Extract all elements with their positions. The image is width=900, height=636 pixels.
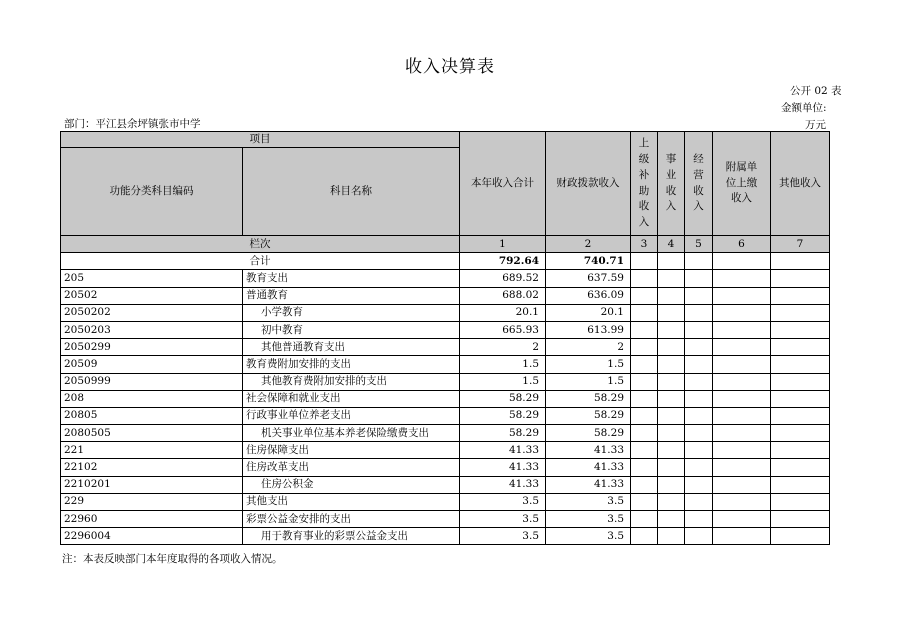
table-row: [61, 425, 830, 442]
empty-cell: [631, 270, 658, 287]
row-subject-name: 行政事业单位养老支出: [243, 407, 460, 424]
empty-cell: [771, 321, 830, 338]
row-code: 20502: [61, 287, 243, 304]
empty-cell: [631, 407, 658, 424]
header-column-no: 栏次: [61, 236, 460, 253]
empty-cell: [631, 528, 658, 545]
empty-cell: [658, 528, 685, 545]
header-operating: 经 营 收 入: [685, 132, 713, 236]
row-total: 3.5: [460, 493, 546, 510]
row-total: 41.33: [460, 476, 546, 493]
col-number: 4: [658, 236, 685, 253]
table-row: [61, 339, 830, 356]
row-total: 689.52: [460, 270, 546, 287]
empty-cell: [713, 425, 771, 442]
empty-cell: [771, 528, 830, 545]
empty-cell: [713, 253, 771, 270]
row-fiscal: 3.5: [546, 493, 631, 510]
empty-cell: [685, 253, 713, 270]
table-row: [61, 270, 830, 287]
row-total: 665.93: [460, 321, 546, 338]
empty-cell: [685, 442, 713, 459]
row-subject-name: 住房公积金: [243, 476, 460, 493]
total-fiscal: 740.71: [546, 253, 631, 270]
empty-cell: [658, 511, 685, 528]
row-total: 20.1: [460, 304, 546, 321]
empty-cell: [658, 459, 685, 476]
empty-cell: [631, 476, 658, 493]
unit-value: 万元: [805, 119, 826, 131]
header-code: 功能分类科目编码: [61, 148, 243, 236]
empty-cell: [713, 373, 771, 390]
empty-cell: [713, 356, 771, 373]
total-label: 合计: [61, 253, 460, 270]
table-row: [61, 356, 830, 373]
empty-cell: [685, 493, 713, 510]
unit-label: 金额单位:: [781, 102, 827, 114]
table-row: [61, 528, 830, 545]
form-number: 公开 02 表: [790, 85, 842, 97]
empty-cell: [685, 356, 713, 373]
header-other: 其他收入: [771, 132, 830, 236]
empty-cell: [771, 339, 830, 356]
row-total: 58.29: [460, 407, 546, 424]
empty-cell: [713, 493, 771, 510]
row-fiscal: 613.99: [546, 321, 631, 338]
row-code: 2210201: [61, 476, 243, 493]
row-fiscal: 41.33: [546, 459, 631, 476]
row-total: 41.33: [460, 459, 546, 476]
row-code: 20509: [61, 356, 243, 373]
department-label: 部门：平江县余坪镇张市中学: [64, 118, 201, 130]
header-affiliated: 附属单 位上缴 收入: [713, 132, 771, 236]
row-total: 58.29: [460, 425, 546, 442]
page-title: 收入决算表: [405, 57, 495, 77]
table-row: [61, 390, 830, 407]
empty-cell: [631, 253, 658, 270]
empty-cell: [658, 287, 685, 304]
empty-cell: [771, 253, 830, 270]
empty-cell: [658, 476, 685, 493]
row-fiscal: 41.33: [546, 442, 631, 459]
total-amount: 792.64: [460, 253, 546, 270]
row-total: 41.33: [460, 442, 546, 459]
table-row: [61, 476, 830, 493]
row-code: 20805: [61, 407, 243, 424]
empty-cell: [771, 304, 830, 321]
row-fiscal: 3.5: [546, 511, 631, 528]
empty-cell: [685, 373, 713, 390]
empty-cell: [685, 407, 713, 424]
row-subject-name: 彩票公益金安排的支出: [243, 511, 460, 528]
row-code: 229: [61, 493, 243, 510]
table-row: [61, 493, 830, 510]
empty-cell: [771, 459, 830, 476]
total-row: [61, 253, 830, 270]
empty-cell: [631, 459, 658, 476]
row-fiscal: 20.1: [546, 304, 631, 321]
row-total: 3.5: [460, 511, 546, 528]
empty-cell: [685, 270, 713, 287]
empty-cell: [713, 321, 771, 338]
empty-cell: [658, 304, 685, 321]
col-number: 1: [460, 236, 546, 253]
empty-cell: [658, 407, 685, 424]
table-row: [61, 442, 830, 459]
empty-cell: [658, 425, 685, 442]
row-total: 58.29: [460, 390, 546, 407]
table-row: [61, 407, 830, 424]
empty-cell: [685, 425, 713, 442]
empty-cell: [685, 339, 713, 356]
table-row: [61, 511, 830, 528]
empty-cell: [771, 373, 830, 390]
row-subject-name: 社会保障和就业支出: [243, 390, 460, 407]
empty-cell: [631, 321, 658, 338]
header-superior: 上 级 补 助 收 入: [631, 132, 658, 236]
row-code: 208: [61, 390, 243, 407]
row-fiscal: 58.29: [546, 407, 631, 424]
row-code: 2296004: [61, 528, 243, 545]
row-subject-name: 小学教育: [243, 304, 460, 321]
empty-cell: [631, 373, 658, 390]
row-fiscal: 637.59: [546, 270, 631, 287]
empty-cell: [685, 390, 713, 407]
header-total: 本年收入合计: [460, 132, 546, 236]
column-number-row: [61, 236, 830, 253]
col-number: 6: [713, 236, 771, 253]
row-subject-name: 机关事业单位基本养老保险缴费支出: [243, 425, 460, 442]
header-row-top: [61, 132, 830, 148]
empty-cell: [685, 321, 713, 338]
row-code: 2050299: [61, 339, 243, 356]
row-fiscal: 1.5: [546, 373, 631, 390]
empty-cell: [658, 493, 685, 510]
row-subject-name: 普通教育: [243, 287, 460, 304]
row-code: 22960: [61, 511, 243, 528]
empty-cell: [658, 373, 685, 390]
empty-cell: [685, 511, 713, 528]
row-fiscal: 41.33: [546, 476, 631, 493]
empty-cell: [658, 442, 685, 459]
empty-cell: [658, 390, 685, 407]
empty-cell: [685, 287, 713, 304]
empty-cell: [713, 511, 771, 528]
empty-cell: [631, 493, 658, 510]
empty-cell: [631, 425, 658, 442]
col-number: 7: [771, 236, 830, 253]
col-number: 2: [546, 236, 631, 253]
row-fiscal: 1.5: [546, 356, 631, 373]
empty-cell: [631, 356, 658, 373]
empty-cell: [658, 339, 685, 356]
row-total: 2: [460, 339, 546, 356]
header-business: 事 业 收 入: [658, 132, 685, 236]
row-total: 688.02: [460, 287, 546, 304]
empty-cell: [713, 528, 771, 545]
row-subject-name: 初中教育: [243, 321, 460, 338]
empty-cell: [771, 287, 830, 304]
empty-cell: [771, 442, 830, 459]
empty-cell: [771, 356, 830, 373]
row-subject-name: 用于教育事业的彩票公益金支出: [243, 528, 460, 545]
empty-cell: [771, 390, 830, 407]
empty-cell: [631, 442, 658, 459]
row-subject-name: 教育支出: [243, 270, 460, 287]
empty-cell: [631, 390, 658, 407]
empty-cell: [713, 459, 771, 476]
empty-cell: [771, 476, 830, 493]
table-row: [61, 459, 830, 476]
row-code: 2050202: [61, 304, 243, 321]
row-fiscal: 58.29: [546, 425, 631, 442]
header-name: 科目名称: [243, 148, 460, 236]
row-subject-name: 其他支出: [243, 493, 460, 510]
empty-cell: [713, 476, 771, 493]
empty-cell: [713, 390, 771, 407]
row-subject-name: 其他教育费附加安排的支出: [243, 373, 460, 390]
income-table: [60, 131, 830, 545]
empty-cell: [713, 270, 771, 287]
row-subject-name: 教育费附加安排的支出: [243, 356, 460, 373]
row-total: 1.5: [460, 356, 546, 373]
row-fiscal: 58.29: [546, 390, 631, 407]
row-fiscal: 2: [546, 339, 631, 356]
empty-cell: [658, 270, 685, 287]
row-code: 22102: [61, 459, 243, 476]
table-row: [61, 321, 830, 338]
row-subject-name: 住房保障支出: [243, 442, 460, 459]
empty-cell: [713, 304, 771, 321]
table-row: [61, 373, 830, 390]
row-total: 3.5: [460, 528, 546, 545]
row-total: 1.5: [460, 373, 546, 390]
footnote: 注：本表反映部门本年度取得的各项收入情况。: [62, 553, 283, 565]
row-code: 221: [61, 442, 243, 459]
empty-cell: [685, 476, 713, 493]
col-number: 5: [685, 236, 713, 253]
empty-cell: [658, 253, 685, 270]
empty-cell: [658, 321, 685, 338]
empty-cell: [713, 442, 771, 459]
empty-cell: [631, 304, 658, 321]
empty-cell: [713, 339, 771, 356]
header-fiscal: 财政拨款收入: [546, 132, 631, 236]
row-fiscal: 636.09: [546, 287, 631, 304]
empty-cell: [631, 339, 658, 356]
empty-cell: [685, 528, 713, 545]
table-row: [61, 287, 830, 304]
row-subject-name: 其他普通教育支出: [243, 339, 460, 356]
row-code: 2050999: [61, 373, 243, 390]
empty-cell: [771, 407, 830, 424]
empty-cell: [713, 407, 771, 424]
row-code: 2050203: [61, 321, 243, 338]
row-code: 205: [61, 270, 243, 287]
empty-cell: [658, 356, 685, 373]
empty-cell: [631, 511, 658, 528]
empty-cell: [713, 287, 771, 304]
empty-cell: [771, 511, 830, 528]
row-code: 2080505: [61, 425, 243, 442]
empty-cell: [685, 304, 713, 321]
row-fiscal: 3.5: [546, 528, 631, 545]
col-number: 3: [631, 236, 658, 253]
header-item: 项目: [61, 132, 460, 148]
empty-cell: [771, 270, 830, 287]
row-subject-name: 住房改革支出: [243, 459, 460, 476]
empty-cell: [771, 425, 830, 442]
table-row: [61, 304, 830, 321]
empty-cell: [771, 493, 830, 510]
empty-cell: [631, 287, 658, 304]
empty-cell: [685, 459, 713, 476]
